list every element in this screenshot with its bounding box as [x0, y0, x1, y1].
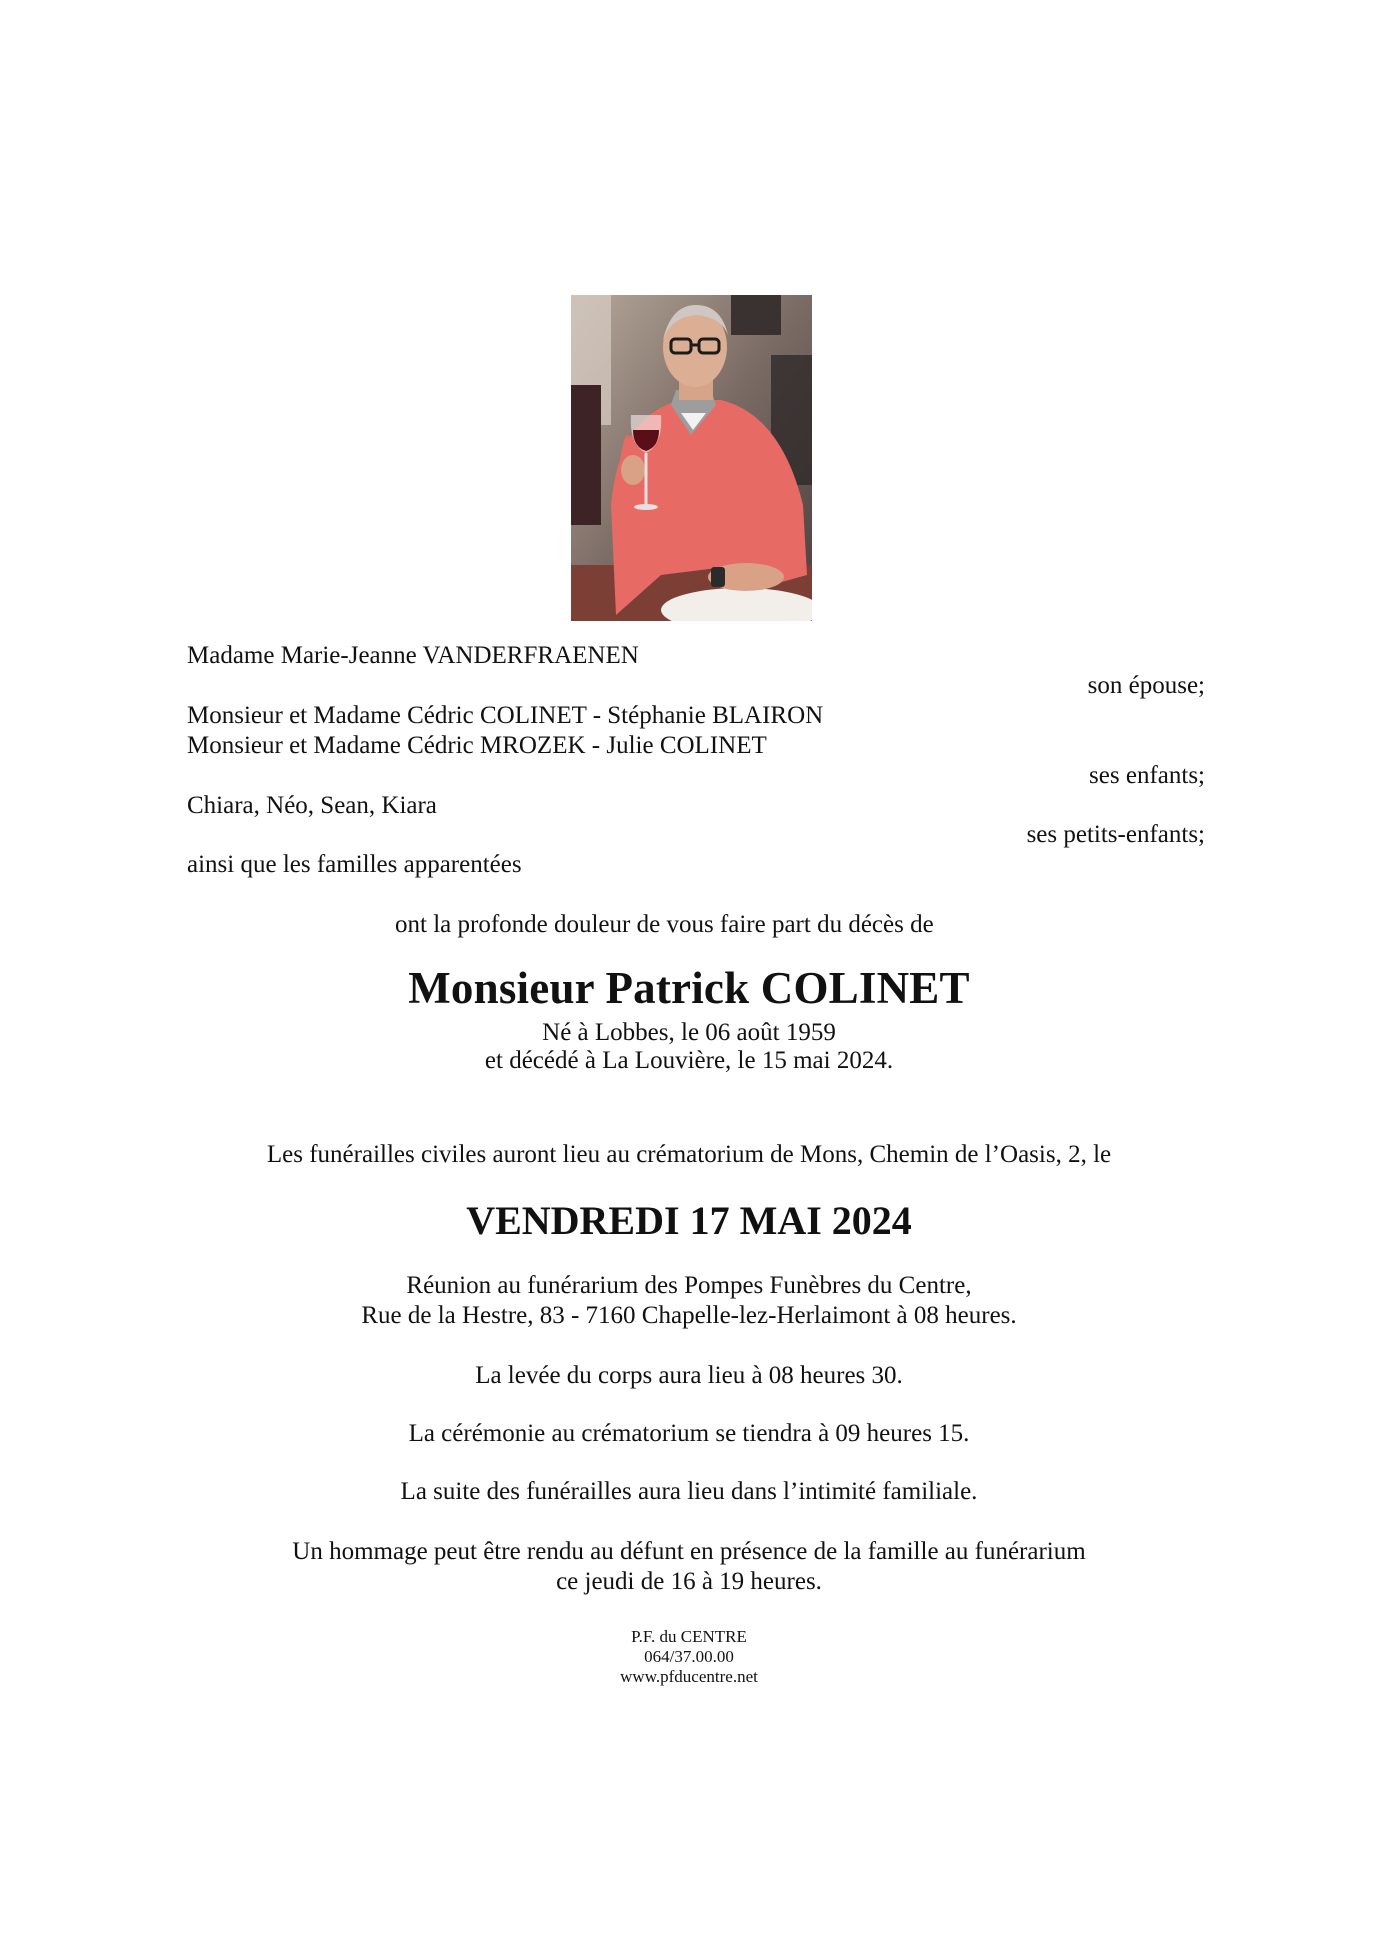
- death-info: et décédé à La Louvière, le 15 mai 2024.: [484, 1047, 894, 1074]
- tribute-line-1: Un hommage peut être rendu au défunt en présence de la famille au funérarium: [292, 1538, 1086, 1565]
- portrait-illustration: [571, 295, 812, 621]
- children-relation: ses enfants;: [1089, 762, 1205, 789]
- deceased-name: Monsieur Patrick COLINET: [408, 963, 970, 1013]
- footer-phone: 064/37.00.00: [644, 1647, 734, 1666]
- portrait-photo: [571, 295, 812, 621]
- ceremony-info: La cérémonie au crématorium se tiendra à 09 heures 15.: [408, 1420, 970, 1447]
- grandchildren-names: Chiara, Néo, Sean, Kiara: [187, 792, 437, 819]
- child-line-1: Monsieur et Madame Cédric COLINET - Stéphanie BLAIRON: [187, 702, 824, 729]
- birth-info: Né à Lobbes, le 06 août 1959: [542, 1019, 836, 1046]
- funeral-intro: Les funérailles civiles auront lieu au crématorium de Mons, Chemin de l’Oasis, 2, le: [266, 1141, 1112, 1168]
- spouse-name: Madame Marie-Jeanne VANDERFRAENEN: [187, 642, 639, 669]
- grandchildren-relation: ses petits-enfants;: [1026, 821, 1205, 848]
- funeral-date: VENDREDI 17 MAI 2024: [466, 1198, 912, 1243]
- meeting-line-2: Rue de la Hestre, 83 - 7160 Chapelle-lez-Herlaimont à 08 heures.: [361, 1302, 1017, 1329]
- related-families: ainsi que les familles apparentées: [187, 851, 522, 878]
- privacy-info: La suite des funérailles aura lieu dans l’intimité familiale.: [400, 1478, 978, 1505]
- meeting-line-1: Réunion au funérarium des Pompes Funèbres du Centre,: [406, 1272, 972, 1299]
- child-line-2: Monsieur et Madame Cédric MROZEK - Julie COLINET: [187, 732, 767, 759]
- announcement-text: ont la profonde douleur de vous faire part du décès de: [395, 911, 934, 938]
- levee-info: La levée du corps aura lieu à 08 heures 30.: [475, 1362, 903, 1389]
- spouse-relation: son épouse;: [1087, 672, 1205, 699]
- footer-website[interactable]: www.pfducentre.net: [620, 1667, 758, 1686]
- tribute-line-2: ce jeudi de 16 à 19 heures.: [556, 1568, 822, 1595]
- footer-company: P.F. du CENTRE: [631, 1627, 747, 1646]
